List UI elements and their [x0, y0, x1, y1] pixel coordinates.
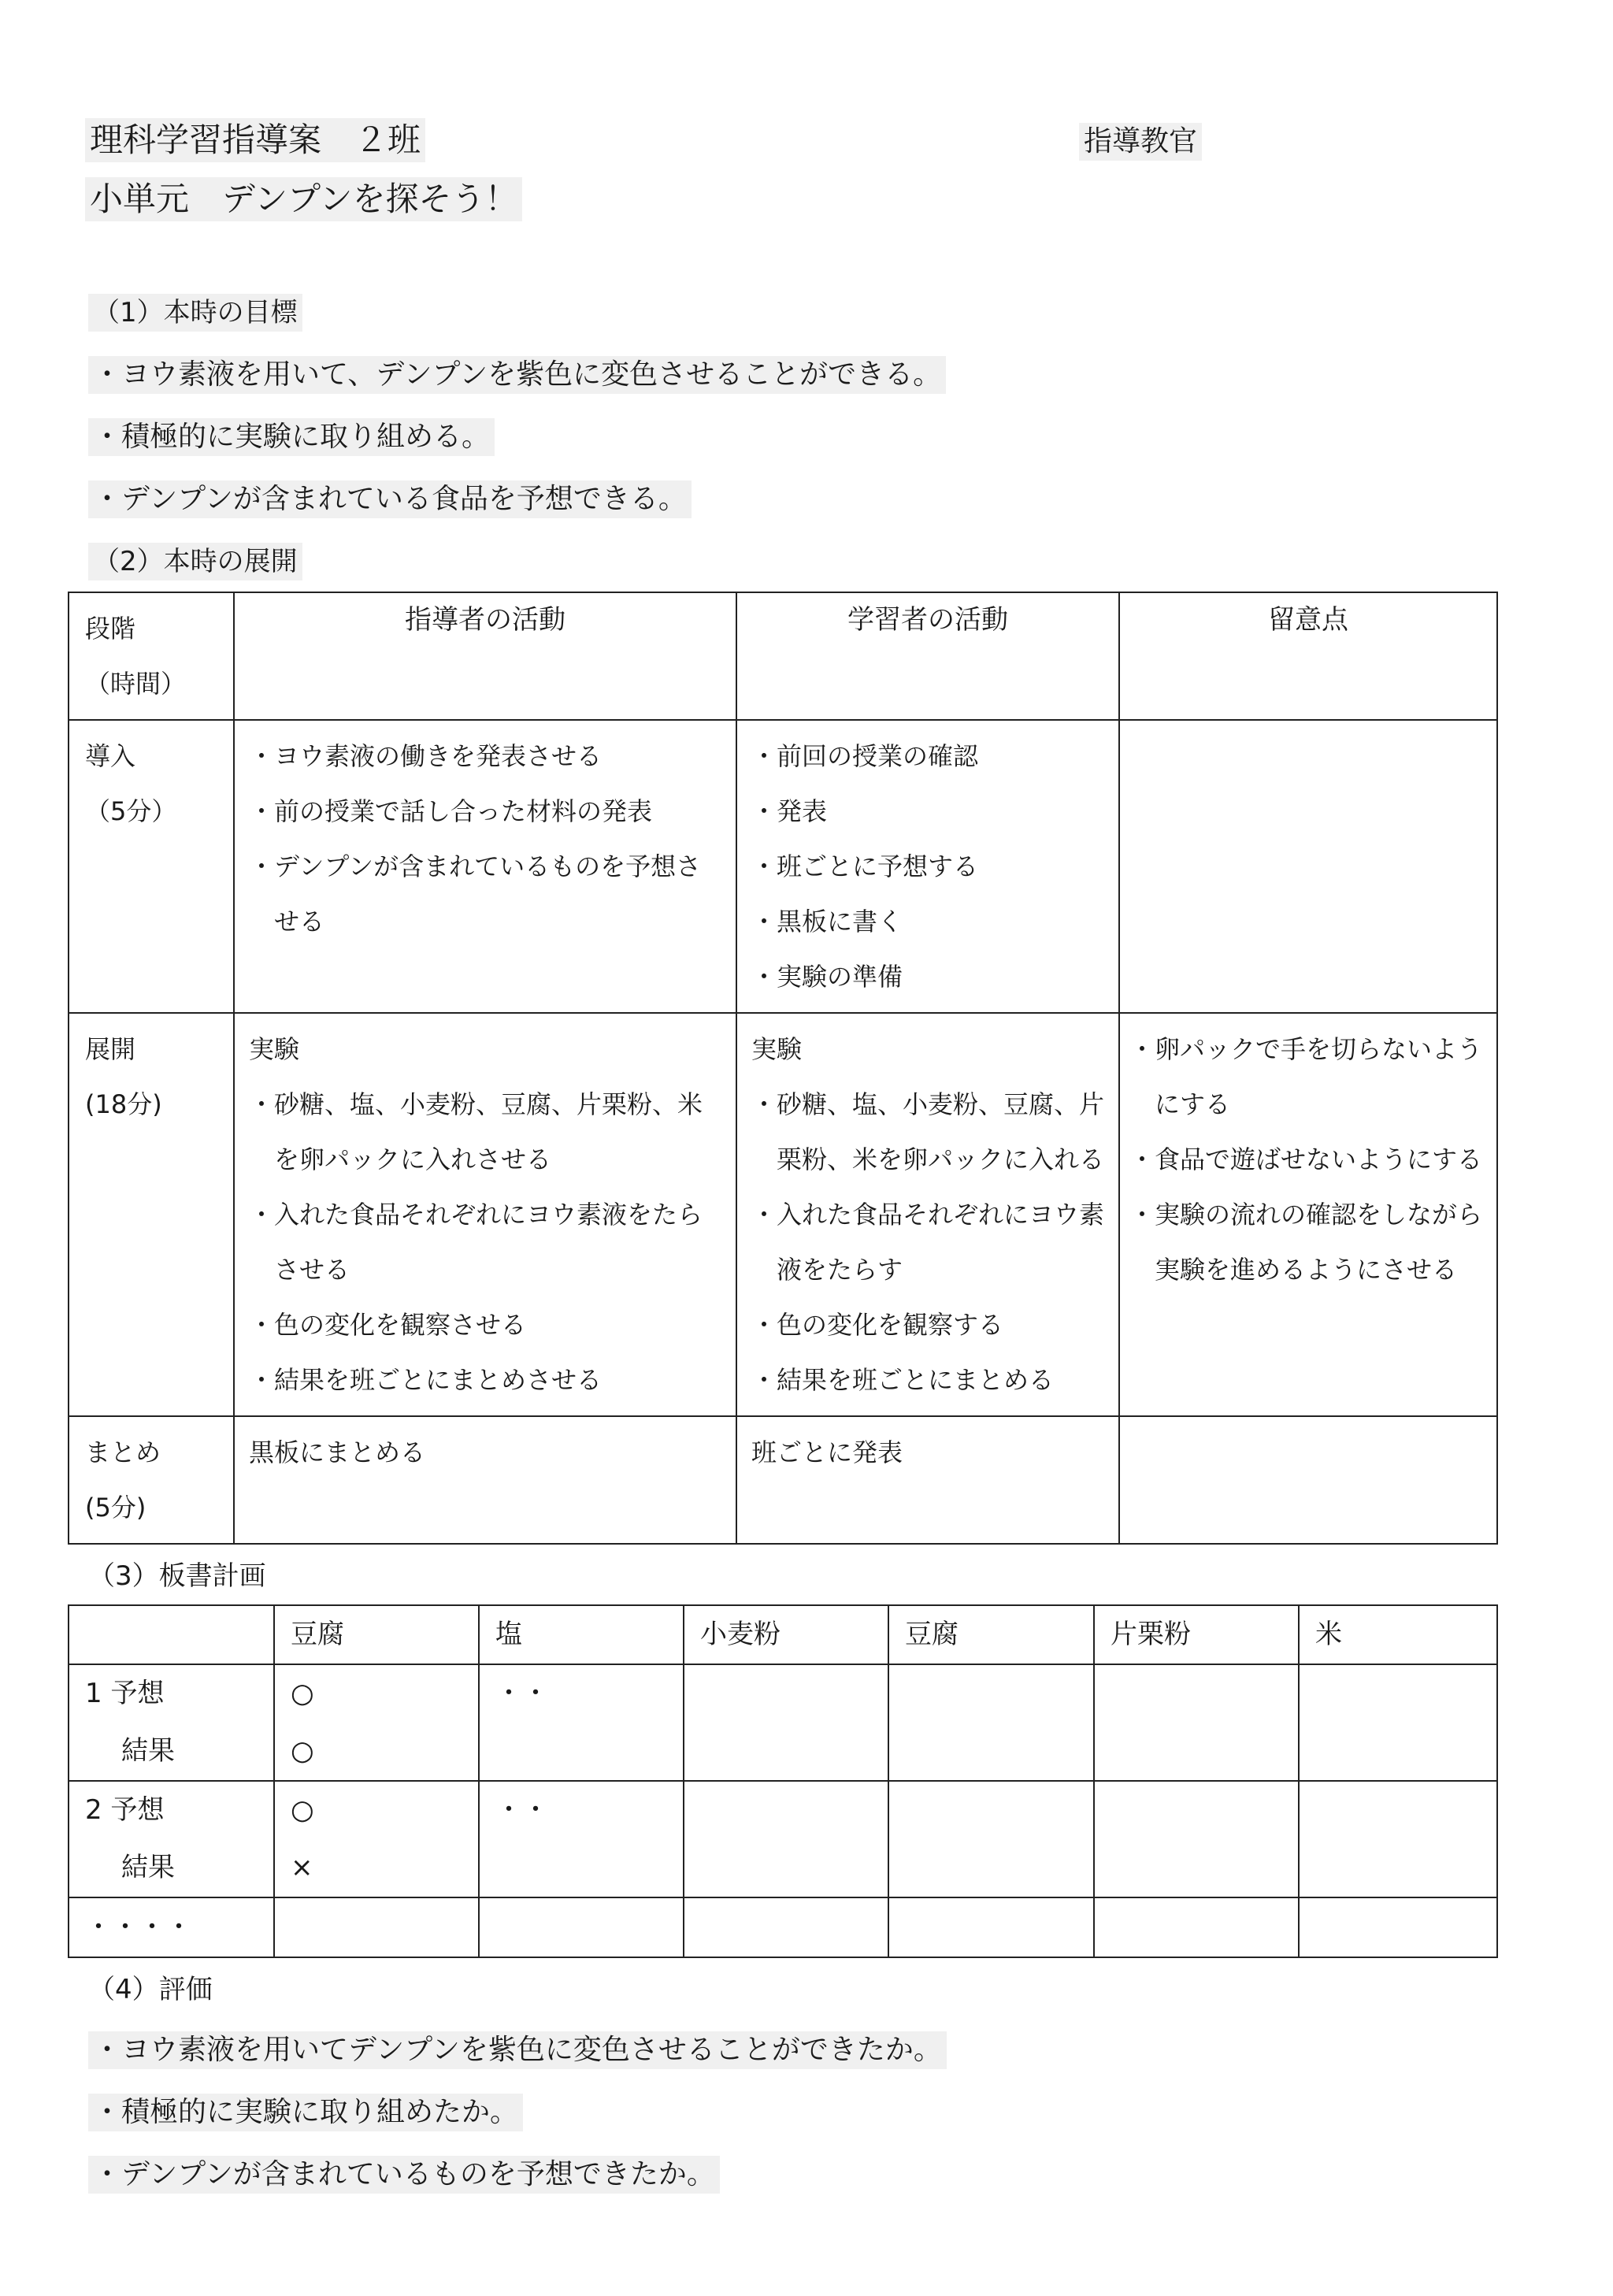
stage-cell [69, 1013, 234, 1416]
notes-cell [1119, 720, 1497, 1013]
learner-header-cell [736, 592, 1119, 720]
tofu-cell [274, 1781, 479, 1897]
unit-title: 小単元 デンプンを探そう！ [85, 177, 522, 221]
learner-activity-cell [736, 1416, 1119, 1544]
evaluation-item: ・積極的に実験に取り組めたか。 [88, 2094, 523, 2131]
result-label: 結果 [121, 1852, 175, 1883]
result-label: 結果 [121, 1735, 175, 1767]
tofu-prediction-mark: ○ [291, 1678, 314, 1709]
teacher-activity-heading: 実験 [249, 1034, 300, 1064]
learner-activity-cell [736, 720, 1119, 1013]
learner-activity-item: 班ごとに発表 [751, 1437, 903, 1467]
board-header-cell: 豆腐 [274, 1605, 479, 1664]
notes-cell [1119, 1416, 1497, 1544]
group-label-cell [69, 1664, 274, 1781]
empty-cell [684, 1897, 888, 1957]
empty-cell [1094, 1664, 1299, 1781]
stage-cell [69, 1416, 234, 1544]
evaluation-item: ・デンプンが含まれているものを予想できたか。 [88, 2156, 720, 2194]
teacher-activity-cell [234, 1013, 736, 1416]
learner-activity-item: ・実験の準備 [751, 962, 903, 992]
stage-time: (5分) [85, 1493, 146, 1523]
learner-activity-item: ・班ごとに予想する [751, 851, 979, 881]
stage-label: 展開 [85, 1034, 136, 1064]
teacher-activity-item: ・ヨウ素液の働きを発表させる [249, 741, 603, 771]
section-heading-board-plan: （3）板書計画 [88, 1560, 266, 1592]
empty-cell [684, 1781, 888, 1897]
note-item: ・食品で遊ばせないようにする [1129, 1144, 1483, 1174]
notes-header: 留意点 [1268, 604, 1348, 636]
empty-cell [1299, 1897, 1497, 1957]
empty-cell [888, 1781, 1094, 1897]
notes-cell [1119, 1013, 1497, 1416]
ellipsis-cell: ・・・・ [69, 1897, 274, 1957]
tofu-cell [274, 1664, 479, 1781]
section-heading-lesson-flow: （2）本時の展開 [88, 543, 302, 580]
notes-header-cell [1119, 592, 1497, 720]
note-item: ・卵パックで手を切らないようにする [1129, 1034, 1483, 1119]
salt-cell [479, 1664, 684, 1781]
learner-activity-item: ・入れた食品それぞれにヨウ素液をたらす [751, 1200, 1105, 1285]
teacher-activity-item: ・色の変化を観察させる [249, 1310, 527, 1340]
board-group-row [69, 1781, 1497, 1897]
plan-header-row [69, 592, 1497, 720]
learner-activity-header: 学習者の活動 [847, 604, 1008, 636]
group-label-cell [69, 1781, 274, 1897]
tofu-result-mark: × [291, 1852, 313, 1883]
learner-activity-cell [736, 1013, 1119, 1416]
prediction-label: 1 予想 [85, 1678, 165, 1709]
evaluation-item: ・ヨウ素液を用いてデンプンを紫色に変色させることができたか。 [88, 2031, 947, 2069]
lesson-plan-table [68, 592, 1498, 1545]
empty-cell [1299, 1781, 1497, 1897]
teacher-activity-item: ・デンプンが含まれているものを予想させる [249, 851, 702, 937]
teacher-activity-item: 黒板にまとめる [249, 1437, 426, 1467]
section-heading-evaluation: （4）評価 [88, 1974, 213, 2005]
salt-prediction-mark: ・・ [495, 1678, 549, 1709]
goal-item: ・積極的に実験に取り組める。 [88, 418, 495, 456]
tofu-result-mark: ○ [291, 1735, 314, 1767]
note-item: ・実験の流れの確認をしながら実験を進めるようにさせる [1129, 1200, 1483, 1285]
board-header-row [69, 1605, 1497, 1664]
learner-activity-item: ・色の変化を観察する [751, 1310, 1004, 1340]
stage-time: (18分) [85, 1089, 162, 1119]
stage-cell [69, 720, 234, 1013]
prediction-label: 2 予想 [85, 1794, 165, 1826]
board-header-cell: 豆腐 [888, 1605, 1094, 1664]
stage-header-label: 段階 [85, 614, 136, 644]
teacher-activity-item: ・砂糖、塩、小麦粉、豆腐、片栗粉、米を卵パックに入れさせる [249, 1089, 703, 1174]
board-header-cell: 小麦粉 [684, 1605, 888, 1664]
empty-cell [274, 1897, 479, 1957]
learner-activity-heading: 実験 [751, 1034, 803, 1064]
salt-prediction-mark: ・・ [495, 1794, 549, 1826]
teacher-activity-cell [234, 720, 736, 1013]
board-ellipsis-row [69, 1897, 1497, 1957]
teacher-header-cell [234, 592, 736, 720]
empty-cell [479, 1897, 684, 1957]
salt-cell [479, 1781, 684, 1897]
document-header [85, 118, 1496, 165]
learner-activity-item: ・前回の授業の確認 [751, 741, 979, 771]
teacher-activity-cell [234, 1416, 736, 1544]
teacher-activity-item: ・前の授業で話し合った材料の発表 [249, 796, 653, 826]
stage-label: 導入 [85, 741, 136, 771]
teacher-activity-header: 指導者の活動 [405, 604, 565, 636]
document-title: 理科学習指導案 ２班 [85, 118, 425, 162]
board-header-cell: 片栗粉 [1094, 1605, 1299, 1664]
board-plan-table [68, 1604, 1498, 1958]
plan-row-development [69, 1013, 1497, 1416]
learner-activity-item: ・砂糖、塩、小麦粉、豆腐、片栗粉、米を卵パックに入れる [751, 1089, 1105, 1174]
learner-activity-item: ・黒板に書く [751, 907, 903, 937]
supervisor-label: 指導教官 [1079, 123, 1202, 161]
section-heading-goals: （1）本時の目標 [88, 294, 302, 332]
learner-activity-item: ・結果を班ごとにまとめる [751, 1365, 1055, 1395]
board-header-cell: 米 [1299, 1605, 1497, 1664]
tofu-prediction-mark: ○ [291, 1794, 314, 1826]
teacher-activity-item: ・結果を班ごとにまとめさせる [249, 1365, 603, 1395]
plan-row-introduction [69, 720, 1497, 1013]
empty-cell [1094, 1897, 1299, 1957]
empty-cell [888, 1664, 1094, 1781]
board-header-cell: 塩 [479, 1605, 684, 1664]
time-header-label: （時間） [85, 669, 187, 699]
board-header-cell [69, 1605, 274, 1664]
stage-header-cell [69, 592, 234, 720]
goal-item: ・デンプンが含まれている食品を予想できる。 [88, 480, 692, 518]
empty-cell [1299, 1664, 1497, 1781]
empty-cell [684, 1664, 888, 1781]
stage-time: （5分） [85, 796, 177, 826]
learner-activity-item: ・発表 [751, 796, 828, 826]
stage-label: まとめ [85, 1437, 161, 1467]
goal-item: ・ヨウ素液を用いて、デンプンを紫色に変色させることができる。 [88, 356, 946, 394]
empty-cell [888, 1897, 1094, 1957]
teacher-activity-item: ・入れた食品それぞれにヨウ素液をたらさせる [249, 1200, 703, 1285]
empty-cell [1094, 1781, 1299, 1897]
plan-row-summary [69, 1416, 1497, 1544]
board-group-row [69, 1664, 1497, 1781]
